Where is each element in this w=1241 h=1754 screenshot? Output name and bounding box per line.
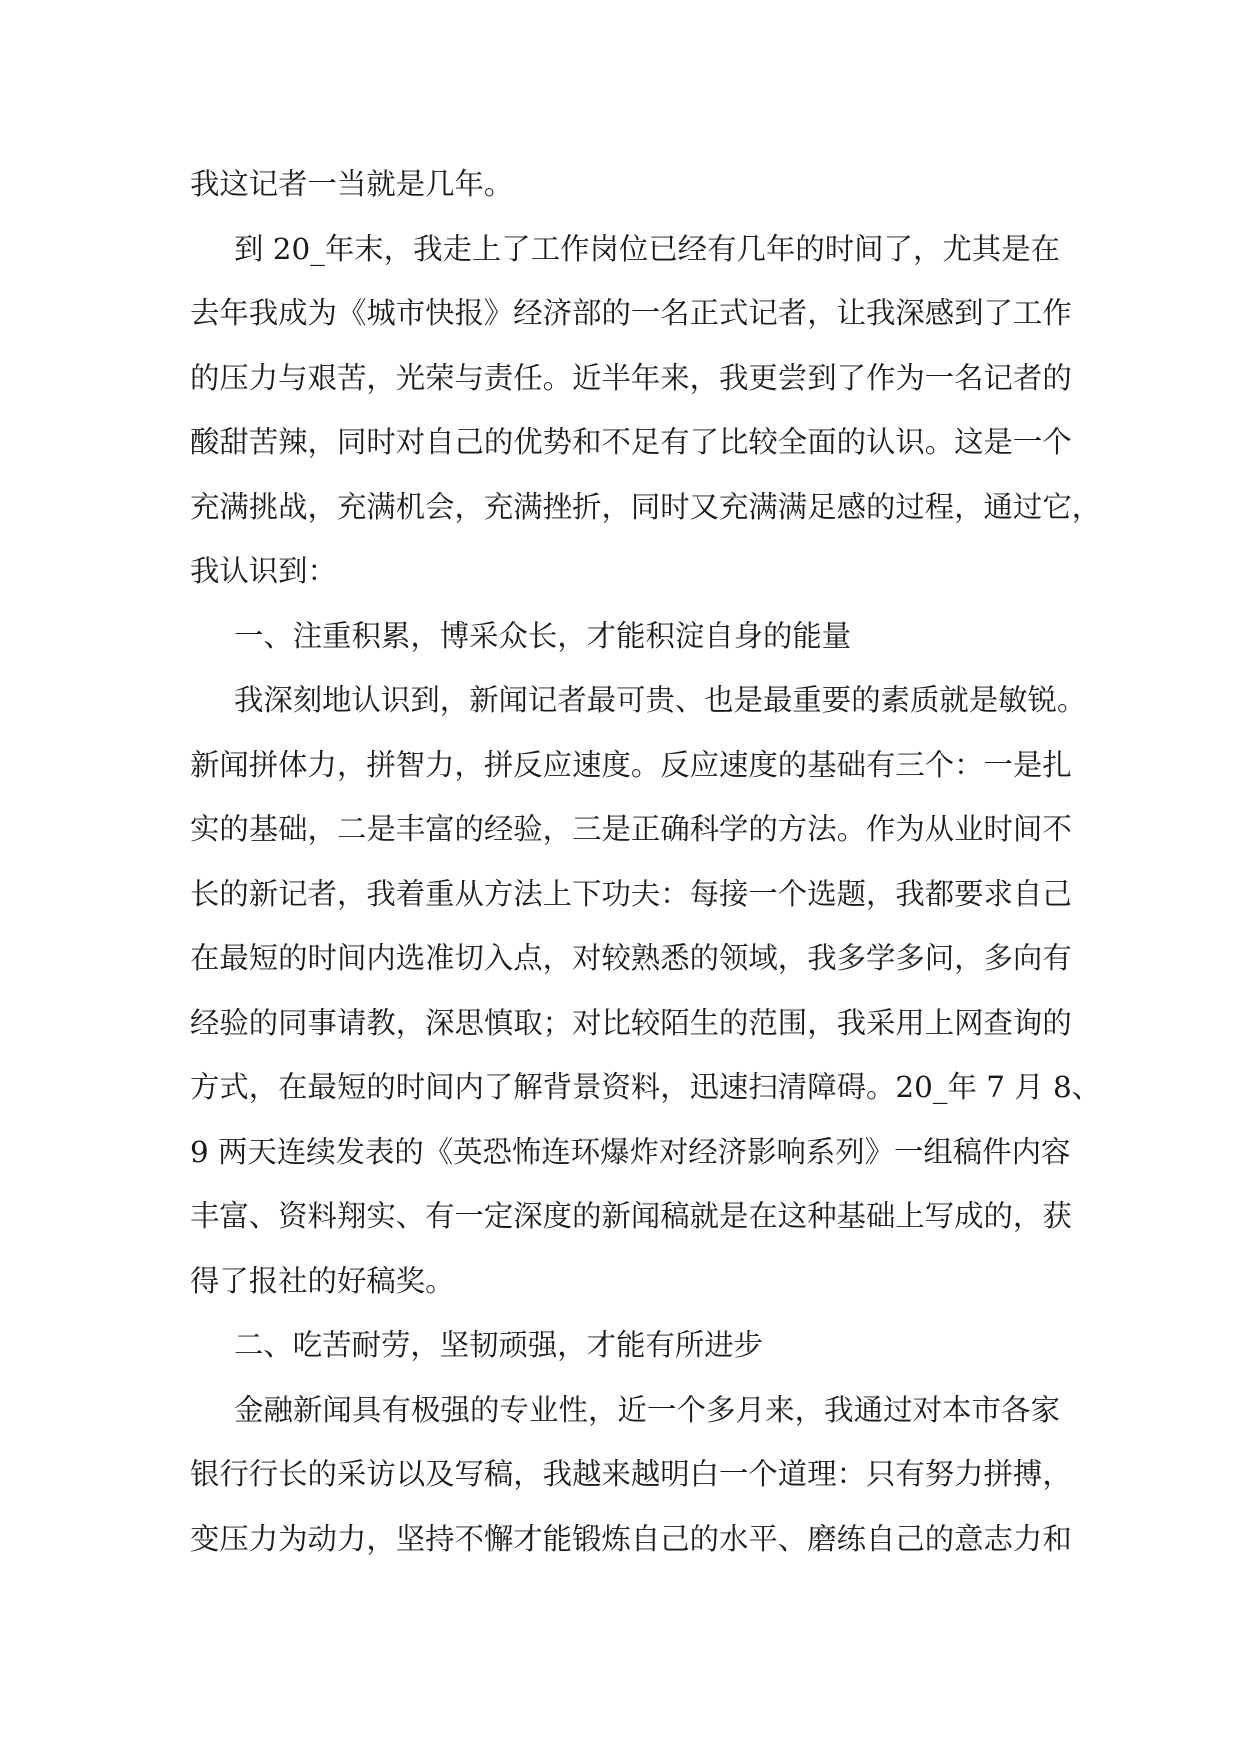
text-line: 变压力为动力，坚持不懈才能锻炼自己的水平、磨练自己的意志力和 — [190, 1521, 1072, 1556]
text-line: 银行行长的采访以及写稿，我越来越明白一个道理：只有努力拼搏， — [190, 1457, 1072, 1491]
text-line: 的压力与艰苦，光荣与责任。近半年来，我更尝到了作为一名记者的 — [190, 360, 1072, 395]
text-line: 在最短的时间内选准切入点，对较熟悉的领域，我多学多问，多向有 — [190, 941, 1072, 975]
text-line: 9 两天连续发表的《英恐怖连环爆炸对经济影响系列》一组稿件内容 — [190, 1134, 1071, 1169]
text-line: 方式，在最短的时间内了解背景资料，迅速扫清障碍。20_年 7 月 8、 — [190, 1070, 1102, 1104]
text-line: 我这记者一当就是几年。 — [190, 167, 514, 201]
text-line: 我深刻地认识到，新闻记者最可贵、也是最重要的素质就是敏锐。 — [234, 683, 1087, 717]
text-line: 实的基础，二是丰富的经验，三是正确科学的方法。作为从业时间不 — [190, 812, 1072, 846]
text-line: 经验的同事请教，深思慎取；对比较陌生的范围，我采用上网查询的 — [190, 1005, 1072, 1040]
text-line: 二、吃苦耐劳，坚韧顽强，才能有所进步 — [234, 1328, 764, 1362]
text-line: 长的新记者，我着重从方法上下功夫：每接一个选题，我都要求自己 — [190, 876, 1072, 911]
text-line: 金融新闻具有极强的专业性，近一个多月来，我通过对本市各家 — [234, 1392, 1060, 1427]
text-line: 得了报社的好稿奖。 — [190, 1263, 455, 1298]
text-line: 到 20_年末，我走上了工作岗位已经有几年的时间了，尤其是在 — [234, 231, 1060, 266]
text-line: 新闻拼体力，拼智力，拼反应速度。反应速度的基础有三个：一是扎 — [190, 747, 1072, 782]
text-line: 去年我成为《城市快报》经济部的一名正式记者，让我深感到了工作 — [190, 296, 1072, 330]
text-line: 我认识到： — [190, 554, 337, 588]
text-line: 充满挑战，充满机会，充满挫折，同时又充满满足感的过程，通过它， — [190, 489, 1102, 524]
text-line: 酸甜苦辣，同时对自己的优势和不足有了比较全面的认识。这是一个 — [190, 425, 1072, 459]
document-body — [190, 152, 1102, 1571]
text-line: 一、注重积累，博采众长，才能积淀自身的能量 — [234, 618, 852, 653]
text-line: 丰富、资料翔实、有一定深度的新闻稿就是在这种基础上写成的，获 — [190, 1199, 1072, 1233]
